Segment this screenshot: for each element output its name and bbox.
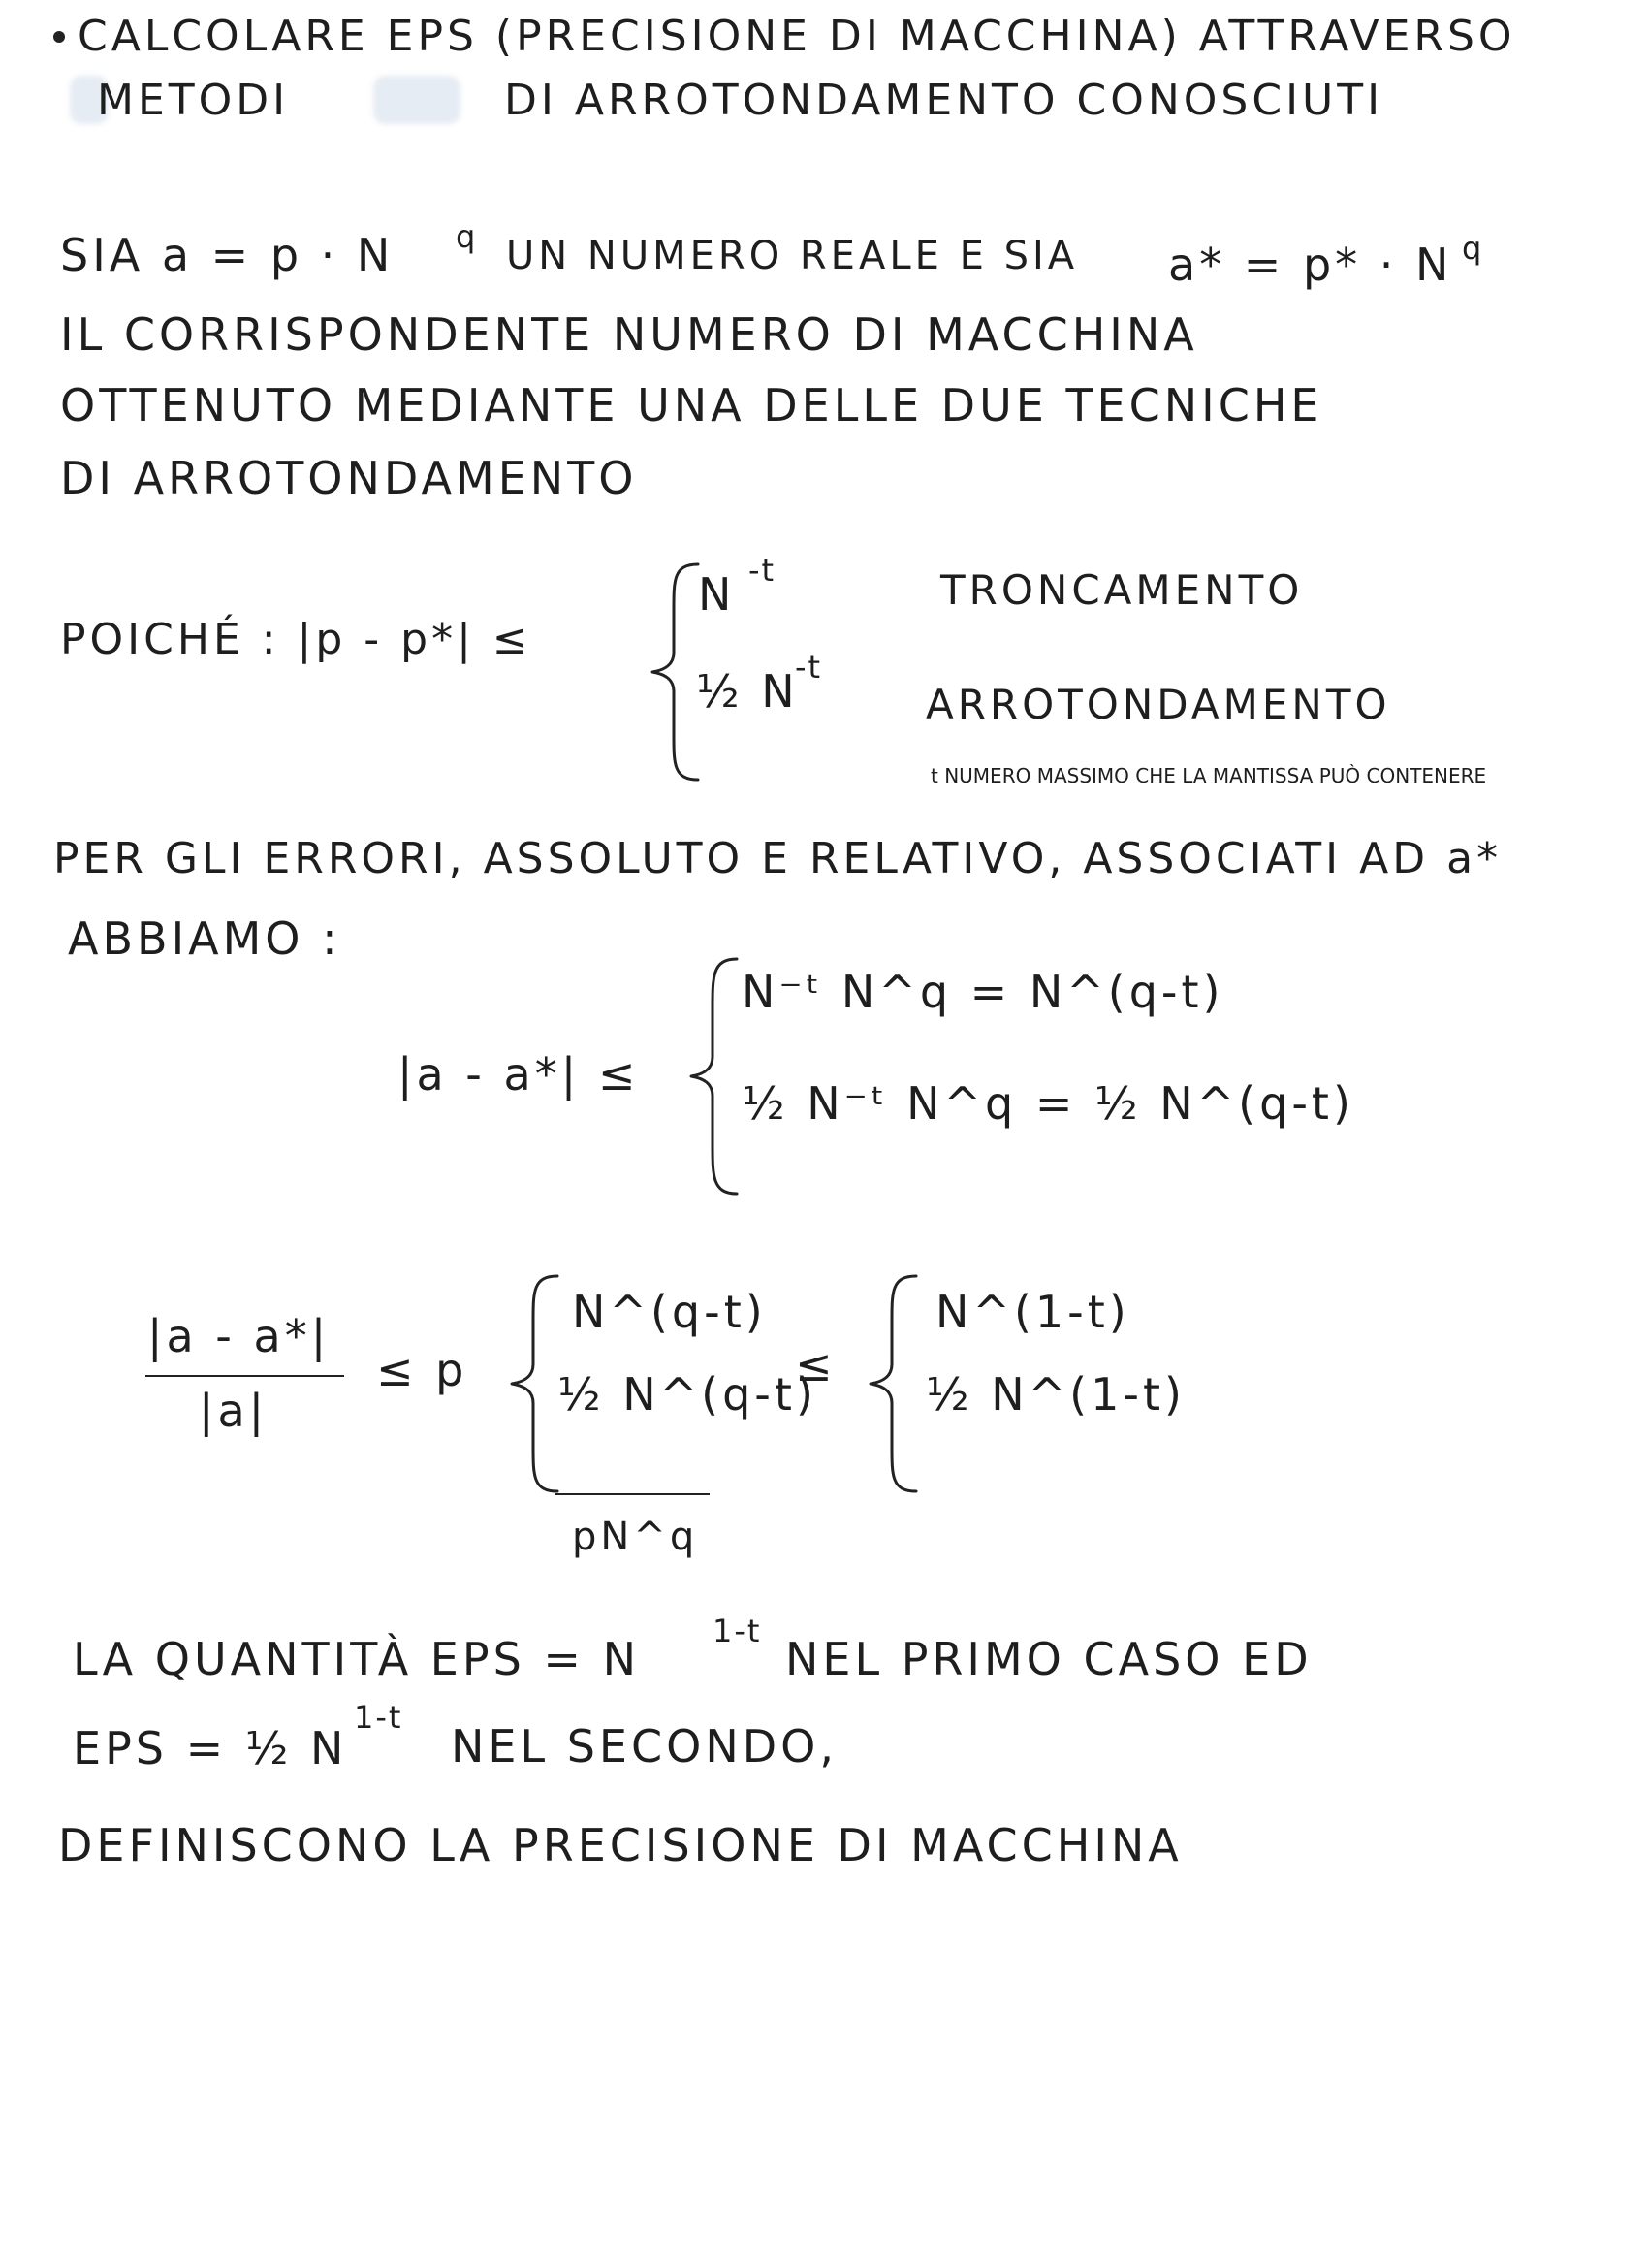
- errors-line-1: PER GLI ERRORI, ASSOLUTO E RELATIVO, ASSOCIATI AD a*: [53, 834, 1503, 883]
- case1-label: TRONCAMENTO: [940, 566, 1304, 614]
- abs-case-1: N⁻ᵗ N^q = N^(q-t): [742, 966, 1224, 1018]
- rel-fraction-line: [145, 1375, 344, 1377]
- conclusion-line-2-exp: 1-t: [354, 1699, 403, 1736]
- brace-rel-1: [504, 1272, 562, 1495]
- intro-line-3: OTTENUTO MEDIANTE UNA DELLE DUE TECNICHE: [60, 379, 1323, 431]
- case1-base: N: [698, 568, 736, 621]
- case2-exp: -t: [795, 649, 823, 686]
- intro-line-1c-exp: q: [1462, 230, 1484, 267]
- poiche-label: POICHÉ : |p - p*| ≤: [60, 615, 532, 664]
- title-line-2b: DI ARROTONDAMENTO CONOSCIUTI: [504, 76, 1384, 125]
- abs-case-2: ½ N⁻ᵗ N^q = ½ N^(q-t): [742, 1077, 1354, 1130]
- smudge-2: [373, 76, 460, 124]
- rel-leq-2: ≤: [795, 1339, 837, 1391]
- conclusion-line-1a: LA QUANTITÀ EPS = N: [73, 1633, 641, 1685]
- case2-label: ARROTONDAMENTO: [926, 681, 1391, 728]
- bullet-point: [53, 31, 65, 43]
- conclusion-line-2b: NEL SECONDO,: [451, 1720, 838, 1773]
- conclusion-line-2a: EPS = ½ N: [73, 1722, 348, 1774]
- brace-rel-2: [863, 1272, 921, 1495]
- brace-abs: [683, 955, 742, 1198]
- conclusion-line-1b: NEL PRIMO CASO ED: [785, 1633, 1313, 1685]
- errors-line-2: ABBIAMO :: [68, 912, 341, 965]
- rel-case-2: ½ N^(q-t): [557, 1368, 817, 1421]
- rel-leq-p: ≤ p: [376, 1344, 468, 1396]
- intro-line-2: IL CORRISPONDENTE NUMERO DI MACCHINA: [60, 308, 1198, 361]
- conclusion-line-1-exp: 1-t: [713, 1613, 762, 1649]
- brace-poiche: [645, 560, 703, 783]
- note-t: t NUMERO MASSIMO CHE LA MANTISSA PUÒ CONTENERE: [931, 764, 1487, 787]
- title-line-2a: METODI: [97, 76, 290, 125]
- rel-pn-line: [555, 1493, 710, 1495]
- intro-line-4: DI ARROTONDAMENTO: [60, 452, 638, 504]
- case1-exp: -t: [748, 552, 776, 589]
- title-line-1: CALCOLARE EPS (PRECISIONE DI MACCHINA) ATTRAVERSO: [78, 12, 1516, 61]
- rel-numerator: |a - a*|: [147, 1310, 331, 1362]
- rel-case-1: N^(q-t): [572, 1286, 767, 1338]
- intro-line-1a: SIA a = p · N: [60, 229, 395, 281]
- rel-result-1: N^(1-t): [935, 1286, 1130, 1338]
- rel-result-2: ½ N^(1-t): [926, 1368, 1186, 1421]
- rel-denominator: |a|: [199, 1385, 269, 1437]
- case2-base: ½ N: [696, 665, 799, 718]
- intro-line-1c: a* = p* · N: [1168, 239, 1453, 291]
- conclusion-line-3: DEFINISCONO LA PRECISIONE DI MACCHINA: [58, 1819, 1183, 1871]
- intro-line-1a-exp: q: [456, 218, 478, 255]
- intro-line-1b: UN NUMERO REALE E SIA: [506, 234, 1079, 278]
- rel-denominator-pn: pN^q: [572, 1515, 699, 1559]
- abs-lhs: |a - a*| ≤: [397, 1048, 640, 1101]
